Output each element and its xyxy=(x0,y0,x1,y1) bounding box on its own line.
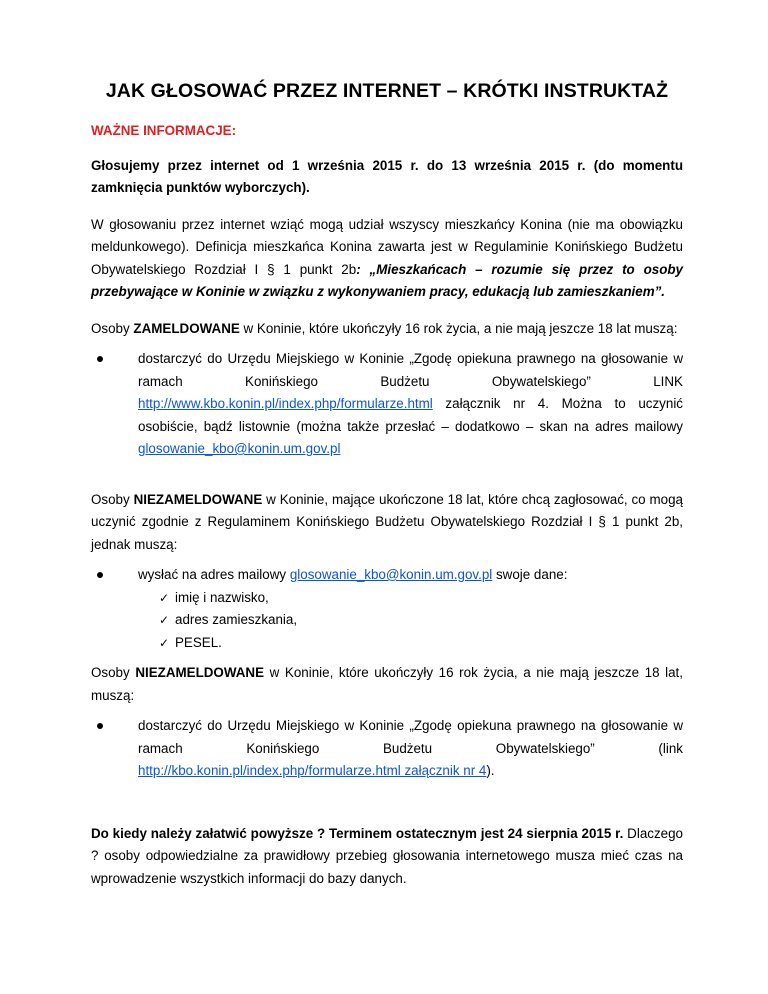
email-link[interactable]: glosowanie_kbo@konin.um.gov.pl xyxy=(138,441,341,456)
list-item xyxy=(91,564,683,654)
bullet-text-2: swoje dane: xyxy=(492,567,568,582)
check-item xyxy=(159,632,683,655)
niezameldowane-18-intro xyxy=(91,489,683,557)
niezameldowane-16-bullet-list xyxy=(91,715,683,783)
deadline-bold: Do kiedy należy załatwić powyższe ? Terminem ostatecznym jest 24 sierpnia 2015 r. xyxy=(91,825,624,841)
intro-pre: Osoby xyxy=(91,491,134,507)
check-icon: ✓ xyxy=(159,635,170,650)
bullet-text-2: ). xyxy=(486,763,495,778)
list-item xyxy=(91,715,683,783)
check-label: PESEL. xyxy=(175,634,222,650)
email-link[interactable]: glosowanie_kbo@konin.um.gov.pl xyxy=(289,567,493,582)
deadline-text: Dlaczego ? osoby odpowiedzialne za prawidłowy przebieg głosowania internetowego musza mieć czas na wprowadzenie wszystkich informacji do bazy danych. xyxy=(91,825,684,886)
check-item xyxy=(159,587,683,610)
zameldowane-intro xyxy=(91,318,683,341)
spacer xyxy=(91,467,683,489)
check-item xyxy=(159,609,683,632)
page-title: JAK GŁOSOWAĆ PRZEZ INTERNET – KRÓTKI INSTRUKTAŻ xyxy=(105,80,669,102)
zameldowane-bullet-list xyxy=(91,348,683,461)
voting-period-paragraph: Głosujemy przez internet od 1 września 2015 r. do 13 września 2015 r. (do momentu zamknięcia punktów wyborczych). xyxy=(91,157,683,195)
bullet-text-2: załącznik nr 4. Można to uczynić osobiście, bądź listownie (można także przesłać – dodatkowo – skan na adres mailowy xyxy=(138,396,683,434)
niezameldowane-18-bullet-list xyxy=(91,564,683,654)
intro-bold: NIEZAMELDOWANE xyxy=(133,491,263,507)
bullet-text: dostarczyć do Urzędu Miejskiego w Koninie „Zgodę opiekuna prawnego na głosowanie w ramach Konińskiego Budżetu Obywatelskiego” (link xyxy=(138,718,683,756)
list-item xyxy=(91,348,683,461)
intro-bold: NIEZAMELDOWANE xyxy=(135,665,265,680)
intro-pre: Osoby xyxy=(91,665,136,680)
deadline-paragraph xyxy=(91,823,683,891)
spacer xyxy=(91,789,683,823)
formularze-link[interactable]: http://kbo.konin.pl/index.php/formularze.html załącznik nr 4 xyxy=(138,763,487,778)
formularze-link[interactable]: http://www.kbo.konin.pl/index.php/formularze.html xyxy=(138,396,433,411)
check-label: adres zamieszkania, xyxy=(175,612,298,627)
definition-text: W głosowaniu przez internet wziąć mogą udział wszyscy mieszkańcy Konina (nie ma obowiązku meldunkowego). Definicja mieszkańca Konina zawarta jest w Regulaminie Konińskiego Budżetu Obywatelskiego Rozdział I § 1 punkt 2b xyxy=(91,216,683,277)
intro-post: w Koninie, mające ukończone 18 lat, które chcą zagłosować, co mogą uczynić zgodnie z Regulaminem Konińskiego Budżetu Obywatelskiego Rozdział I § 1 punkt 2b, jednak muszą: xyxy=(91,491,684,552)
check-icon: ✓ xyxy=(159,590,170,605)
required-data-checklist xyxy=(138,587,683,655)
check-label: imię i nazwisko, xyxy=(175,589,269,605)
intro-pre: Osoby xyxy=(91,320,134,336)
important-heading: WAŻNE INFORMACJE: xyxy=(91,123,237,138)
bullet-text: wysłać na adres mailowy xyxy=(138,567,290,582)
intro-post: w Koninie, które ukończyły 16 rok życia, a nie mają jeszcze 18 lat, muszą: xyxy=(91,665,683,703)
definition-quote: : „Mieszkańcach – rozumie się przez to osoby przebywające w Koninie w związku z wykonywaniem pracy, edukacją lub zamieszkaniem”. xyxy=(91,261,684,299)
resident-definition-paragraph xyxy=(91,214,683,304)
niezameldowane-16-intro xyxy=(91,662,683,707)
check-icon: ✓ xyxy=(159,613,170,627)
intro-post: w Koninie, które ukończyły 16 rok życia, a nie mają jeszcze 18 lat muszą: xyxy=(239,320,678,336)
intro-bold: ZAMELDOWANE xyxy=(133,320,240,336)
bullet-text: dostarczyć do Urzędu Miejskiego w Koninie „Zgodę opiekuna prawnego na głosowanie w ramach Konińskiego Budżetu Obywatelskiego” LINK xyxy=(138,351,683,389)
